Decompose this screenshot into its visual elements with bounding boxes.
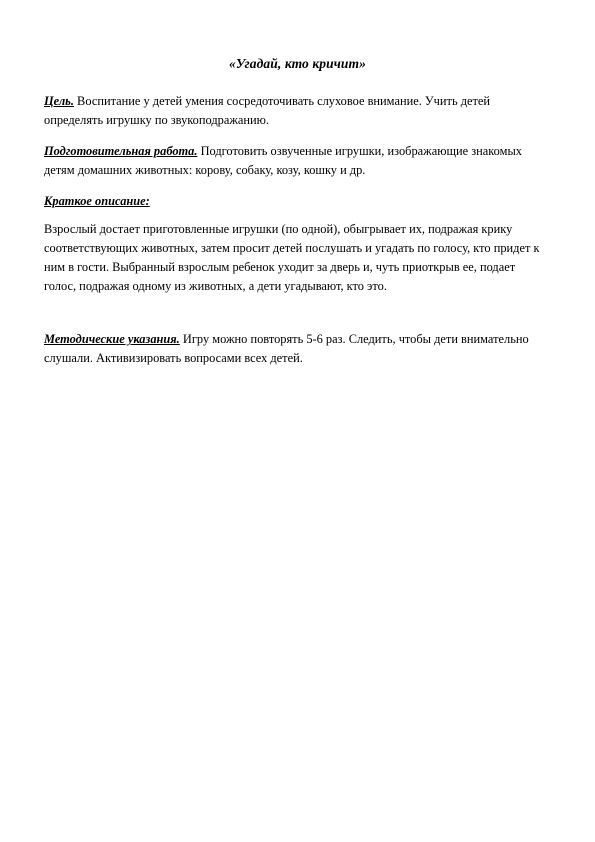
guidelines-paragraph: [44, 330, 544, 368]
guidelines-label: Методические указания.: [44, 332, 180, 346]
guidelines-text: Игру можно повторять 5-6 раз. Следить, чтобы дети внимательно слушали. Активизировать вопросами всех детей.: [44, 332, 529, 365]
preparation-label: Подготовительная работа.: [44, 144, 198, 158]
preparation-text: Подготовить озвученные игрушки, изображающие знакомых детям домашних животных: корову, собаку, козу, кошку и др.: [44, 144, 522, 177]
description-label: Краткое описание:: [44, 194, 150, 208]
goal-label: Цель.: [44, 94, 74, 108]
goal-text: Воспитание у детей умения сосредоточивать слуховое внимание. Учить детей определять игрушку по звукоподражанию.: [44, 94, 491, 127]
description-heading-paragraph: [44, 192, 544, 211]
goal-paragraph: [44, 92, 544, 130]
document-title: «Угадай, кто кричит»: [229, 56, 366, 71]
preparation-paragraph: [44, 142, 544, 180]
description-paragraph: Взрослый достает приготовленные игрушки (по одной), обыгрывает их, подражая крику соответствующих животных, затем просит детей послушать и угадать по голосу, кто придет к ним в гости. Выбранный взрослым ребенок уходит за дверь и, чуть приоткрыв ее, подает голос, подражая одному из животных, а дети угадывают, кто это.: [44, 222, 540, 293]
